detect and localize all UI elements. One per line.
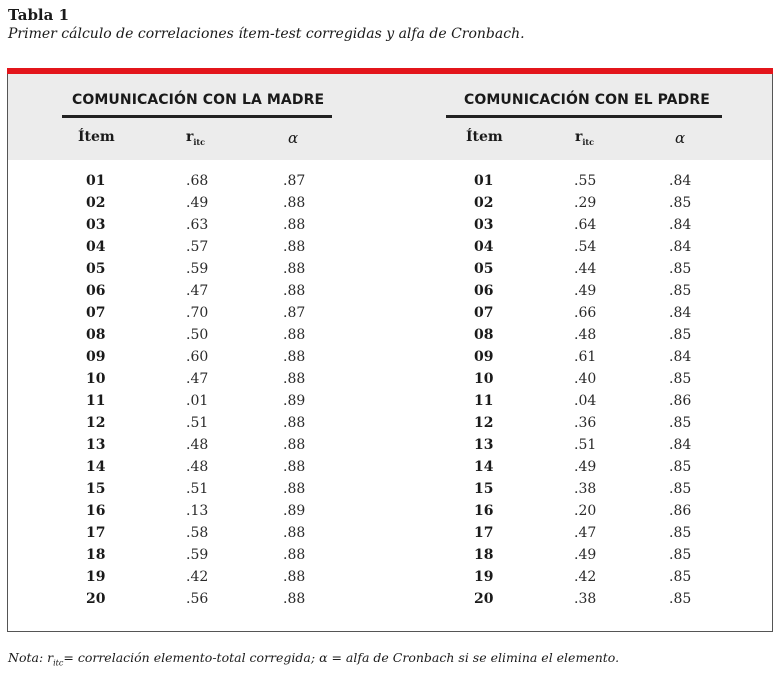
alpha-madre-cell: .88 [283, 217, 306, 233]
item-padre-cell: 10 [474, 371, 494, 387]
item-padre-cell: 03 [474, 217, 494, 233]
alpha-padre-cell: .86 [669, 503, 692, 519]
item-madre-cell: 02 [86, 195, 106, 211]
item-padre-cell: 08 [474, 327, 494, 343]
alpha-padre-cell: .84 [669, 239, 692, 255]
group-rule-padre [446, 115, 722, 118]
table-header [8, 74, 772, 160]
item-padre-cell: 16 [474, 503, 494, 519]
item-padre-cell: 02 [474, 195, 494, 211]
alpha-padre-cell: .85 [669, 283, 692, 299]
group-title-padre: COMUNICACIÓN CON EL PADRE [464, 92, 710, 108]
ritc-madre-cell: .48 [186, 459, 209, 475]
table-row [8, 478, 772, 500]
ritc-padre-cell: .04 [574, 393, 597, 409]
item-padre-cell: 06 [474, 283, 494, 299]
ritc-padre-cell: .55 [574, 173, 597, 189]
alpha-madre-cell: .88 [283, 437, 306, 453]
table-title: Tabla 1 [8, 6, 70, 24]
ritc-madre-cell: .50 [186, 327, 209, 343]
item-padre-cell: 11 [474, 393, 494, 409]
item-padre-cell: 19 [474, 569, 494, 585]
item-madre-cell: 09 [86, 349, 106, 365]
alpha-madre-cell: .87 [283, 305, 306, 321]
alpha-padre-cell: .85 [669, 415, 692, 431]
item-madre-cell: 13 [86, 437, 106, 453]
alpha-madre-cell: .88 [283, 261, 306, 277]
item-padre-cell: 04 [474, 239, 494, 255]
item-madre-cell: 05 [86, 261, 106, 277]
alpha-padre-cell: .85 [669, 327, 692, 343]
item-padre-cell: 18 [474, 547, 494, 563]
item-madre-cell: 01 [86, 173, 106, 189]
table-row [8, 588, 772, 610]
alpha-madre-cell: .88 [283, 459, 306, 475]
table-row [8, 390, 772, 412]
alpha-madre-cell: .88 [283, 569, 306, 585]
item-madre-cell: 15 [86, 481, 106, 497]
data-table [7, 74, 773, 632]
ritc-padre-cell: .66 [574, 305, 597, 321]
ritc-madre-cell: .57 [186, 239, 209, 255]
alpha-madre-cell: .87 [283, 173, 306, 189]
ritc-madre-cell: .60 [186, 349, 209, 365]
alpha-padre-cell: .85 [669, 525, 692, 541]
ritc-padre-cell: .47 [574, 525, 597, 541]
ritc-madre-cell: .58 [186, 525, 209, 541]
ritc-madre-cell: .49 [186, 195, 209, 211]
group-title-madre: COMUNICACIÓN CON LA MADRE [72, 92, 325, 108]
table-row [8, 214, 772, 236]
item-padre-cell: 15 [474, 481, 494, 497]
table-row [8, 544, 772, 566]
table-row [8, 412, 772, 434]
ritc-madre-cell: .70 [186, 305, 209, 321]
ritc-padre-cell: .49 [574, 547, 597, 563]
item-padre-cell: 12 [474, 415, 494, 431]
table-row [8, 324, 772, 346]
table-row [8, 192, 772, 214]
item-madre-cell: 20 [86, 591, 106, 607]
table-row [8, 346, 772, 368]
col-head-ritc-padre: $r_{itc}$ [575, 129, 594, 147]
alpha-madre-cell: .88 [283, 239, 306, 255]
alpha-padre-cell: .85 [669, 195, 692, 211]
ritc-padre-cell: .38 [574, 591, 597, 607]
ritc-padre-cell: .54 [574, 239, 597, 255]
alpha-padre-cell: .84 [669, 173, 692, 189]
col-head-item-padre: Ítem [466, 129, 503, 145]
ritc-padre-cell: .36 [574, 415, 597, 431]
table-row [8, 500, 772, 522]
ritc-padre-cell: .48 [574, 327, 597, 343]
ritc-padre-cell: .20 [574, 503, 597, 519]
item-padre-cell: 20 [474, 591, 494, 607]
table-row [8, 566, 772, 588]
alpha-padre-cell: .85 [669, 481, 692, 497]
table-row [8, 280, 772, 302]
table-row [8, 522, 772, 544]
ritc-padre-cell: .64 [574, 217, 597, 233]
ritc-padre-cell: .44 [574, 261, 597, 277]
table-row [8, 434, 772, 456]
ritc-madre-cell: .47 [186, 371, 209, 387]
alpha-madre-cell: .88 [283, 481, 306, 497]
alpha-padre-cell: .85 [669, 371, 692, 387]
alpha-padre-cell: .86 [669, 393, 692, 409]
table-row [8, 170, 772, 192]
item-madre-cell: 10 [86, 371, 106, 387]
alpha-madre-cell: .88 [283, 327, 306, 343]
alpha-madre-cell: .88 [283, 547, 306, 563]
item-madre-cell: 19 [86, 569, 106, 585]
group-rule-madre [62, 115, 332, 118]
alpha-padre-cell: .85 [669, 547, 692, 563]
item-madre-cell: 18 [86, 547, 106, 563]
item-madre-cell: 08 [86, 327, 106, 343]
col-head-alpha-madre: α [288, 129, 299, 147]
item-madre-cell: 04 [86, 239, 106, 255]
alpha-madre-cell: .89 [283, 393, 306, 409]
item-madre-cell: 03 [86, 217, 106, 233]
table-note: Nota: $r_{itc}=$ correlación elemento-total corregida; α = alfa de Cronbach si se elimina el elemento. [8, 650, 620, 668]
item-padre-cell: 05 [474, 261, 494, 277]
alpha-madre-cell: .89 [283, 503, 306, 519]
ritc-madre-cell: .48 [186, 437, 209, 453]
item-madre-cell: 06 [86, 283, 106, 299]
table-row [8, 368, 772, 390]
item-madre-cell: 12 [86, 415, 106, 431]
table-row [8, 302, 772, 324]
ritc-madre-cell: .51 [186, 415, 209, 431]
ritc-padre-cell: .38 [574, 481, 597, 497]
alpha-padre-cell: .84 [669, 217, 692, 233]
col-head-alpha-padre: α [675, 129, 686, 147]
ritc-padre-cell: .49 [574, 459, 597, 475]
item-padre-cell: 13 [474, 437, 494, 453]
alpha-padre-cell: .85 [669, 591, 692, 607]
alpha-madre-cell: .88 [283, 195, 306, 211]
alpha-padre-cell: .85 [669, 569, 692, 585]
alpha-padre-cell: .85 [669, 261, 692, 277]
item-padre-cell: 01 [474, 173, 494, 189]
col-head-item-madre: Ítem [78, 129, 115, 145]
ritc-madre-cell: .47 [186, 283, 209, 299]
ritc-padre-cell: .42 [574, 569, 597, 585]
col-head-ritc-madre: $r_{itc}$ [186, 129, 205, 147]
alpha-madre-cell: .88 [283, 591, 306, 607]
alpha-padre-cell: .84 [669, 349, 692, 365]
table-row [8, 236, 772, 258]
item-madre-cell: 07 [86, 305, 106, 321]
item-madre-cell: 14 [86, 459, 106, 475]
ritc-padre-cell: .61 [574, 349, 597, 365]
alpha-padre-cell: .84 [669, 305, 692, 321]
alpha-padre-cell: .84 [669, 437, 692, 453]
table-subtitle: Primer cálculo de correlaciones ítem-test corregidas y alfa de Cronbach. [8, 26, 525, 42]
item-padre-cell: 14 [474, 459, 494, 475]
ritc-madre-cell: .63 [186, 217, 209, 233]
item-padre-cell: 07 [474, 305, 494, 321]
alpha-madre-cell: .88 [283, 415, 306, 431]
ritc-padre-cell: .29 [574, 195, 597, 211]
ritc-madre-cell: .68 [186, 173, 209, 189]
alpha-padre-cell: .85 [669, 459, 692, 475]
item-padre-cell: 17 [474, 525, 494, 541]
ritc-madre-cell: .01 [186, 393, 209, 409]
ritc-padre-cell: .49 [574, 283, 597, 299]
item-madre-cell: 17 [86, 525, 106, 541]
alpha-madre-cell: .88 [283, 349, 306, 365]
alpha-madre-cell: .88 [283, 525, 306, 541]
item-padre-cell: 09 [474, 349, 494, 365]
ritc-madre-cell: .59 [186, 261, 209, 277]
ritc-madre-cell: .56 [186, 591, 209, 607]
item-madre-cell: 11 [86, 393, 106, 409]
table-row [8, 258, 772, 280]
ritc-madre-cell: .51 [186, 481, 209, 497]
ritc-madre-cell: .42 [186, 569, 209, 585]
alpha-madre-cell: .88 [283, 283, 306, 299]
ritc-madre-cell: .59 [186, 547, 209, 563]
item-madre-cell: 16 [86, 503, 106, 519]
ritc-padre-cell: .51 [574, 437, 597, 453]
ritc-padre-cell: .40 [574, 371, 597, 387]
ritc-madre-cell: .13 [186, 503, 209, 519]
alpha-madre-cell: .88 [283, 371, 306, 387]
table-row [8, 456, 772, 478]
